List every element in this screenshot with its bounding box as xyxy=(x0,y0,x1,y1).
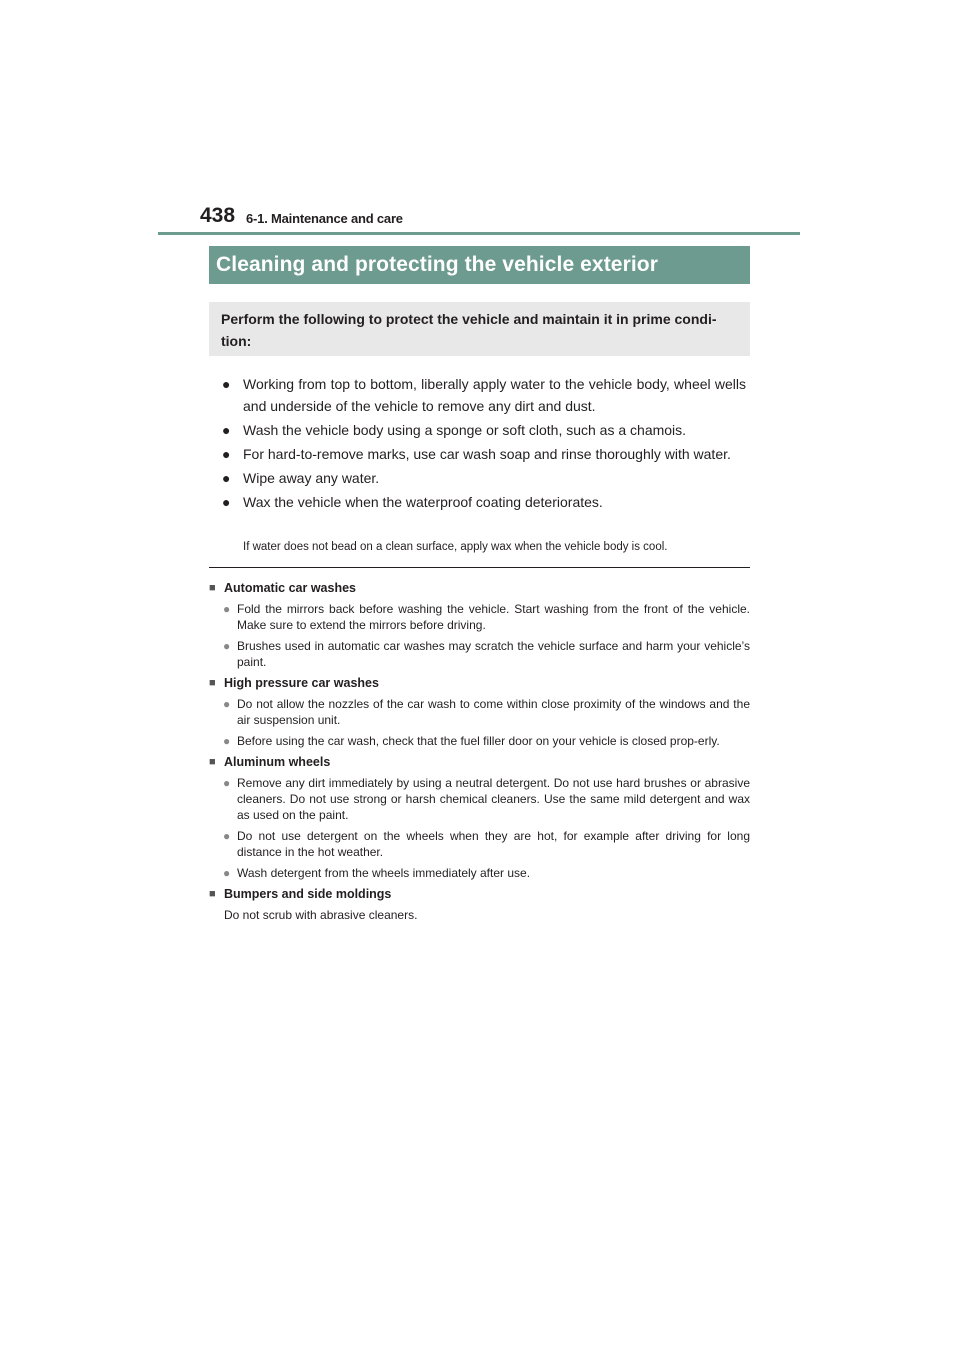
intro-line: Perform the following to protect the vehicle and maintain it in prime condi- xyxy=(221,311,717,327)
section-divider xyxy=(209,567,750,568)
page-header xyxy=(158,200,800,236)
step-list xyxy=(222,373,746,515)
info-section xyxy=(209,577,750,923)
bullet-icon: ● xyxy=(223,602,231,616)
square-bullet-icon: ■ xyxy=(209,582,216,594)
page-number: 438 xyxy=(200,204,236,227)
bullet-icon: ● xyxy=(222,470,231,486)
info-heading-automatic: ■ Automatic car washes xyxy=(209,581,356,595)
bullet-icon: ● xyxy=(222,422,231,438)
square-bullet-icon: ■ xyxy=(209,677,216,689)
intro-box xyxy=(209,302,750,356)
list-item: ● Wash detergent from the wheels immediately after use. xyxy=(223,866,531,880)
info-heading-aluminum: ■ Aluminum wheels xyxy=(209,755,331,769)
list-item: ● Do not use detergent on the wheels when they are hot, for example after driving for long distance in the hot weather. xyxy=(223,829,750,859)
list-item: ● Remove any dirt immediately by using a neutral detergent. Do not use hard brushes or abrasive cleaners. Do not use strong or harsh chemical cleaners. Use the same mild detergent and wax as used on the paint. xyxy=(223,776,750,822)
intro-line: tion: xyxy=(221,333,252,349)
list-item: ● For hard-to-remove marks, use car wash soap and rinse thoroughly with water. xyxy=(222,443,746,465)
list-item: ● Wipe away any water. xyxy=(222,467,746,489)
list-item: ● Do not allow the nozzles of the car wash to come within close proximity of the windows and the air suspension unit. xyxy=(223,697,750,727)
square-bullet-icon: ■ xyxy=(209,888,216,900)
list-item: ● Wax the vehicle when the waterproof coating deteriorates. xyxy=(222,491,746,513)
bullet-icon: ● xyxy=(222,494,231,510)
info-heading-bumpers: ■ Bumpers and side moldings xyxy=(209,887,392,901)
list-item: ● Before using the car wash, check that the fuel filler door on your vehicle is closed prop-erly. xyxy=(223,734,720,748)
list-item: ● Fold the mirrors back before washing the vehicle. Start washing from the front of the vehicle. Make sure to extend the mirrors before driving. xyxy=(223,602,750,632)
bullet-icon: ● xyxy=(223,697,231,711)
bullet-icon: ● xyxy=(223,776,231,790)
page-title: Cleaning and protecting the vehicle exterior xyxy=(209,246,750,284)
header-rule xyxy=(158,232,800,235)
list-item: ● Wash the vehicle body using a sponge or soft cloth, such as a chamois. xyxy=(222,419,746,441)
bullet-icon: ● xyxy=(223,639,231,653)
section-title: 6-1. Maintenance and care xyxy=(246,211,403,226)
bullet-icon: ● xyxy=(222,446,231,462)
bumpers-text: Do not scrub with abrasive cleaners. xyxy=(224,908,418,922)
list-item: ● Brushes used in automatic car washes may scratch the vehicle surface and harm your vehicle’s paint. xyxy=(223,639,750,669)
bullet-icon: ● xyxy=(223,734,231,748)
info-heading-high-pressure: ■ High pressure car washes xyxy=(209,676,379,690)
bullet-icon: ● xyxy=(223,829,231,843)
list-item: ● Working from top to bottom, liberally apply water to the vehicle body, wheel wells and underside of the vehicle to remove any dirt and dust. xyxy=(222,373,746,417)
bullet-icon: ● xyxy=(222,376,231,392)
wax-note: If water does not bead on a clean surface, apply wax when the vehicle body is cool. xyxy=(243,541,668,553)
bullet-icon: ● xyxy=(223,866,231,880)
square-bullet-icon: ■ xyxy=(209,756,216,768)
